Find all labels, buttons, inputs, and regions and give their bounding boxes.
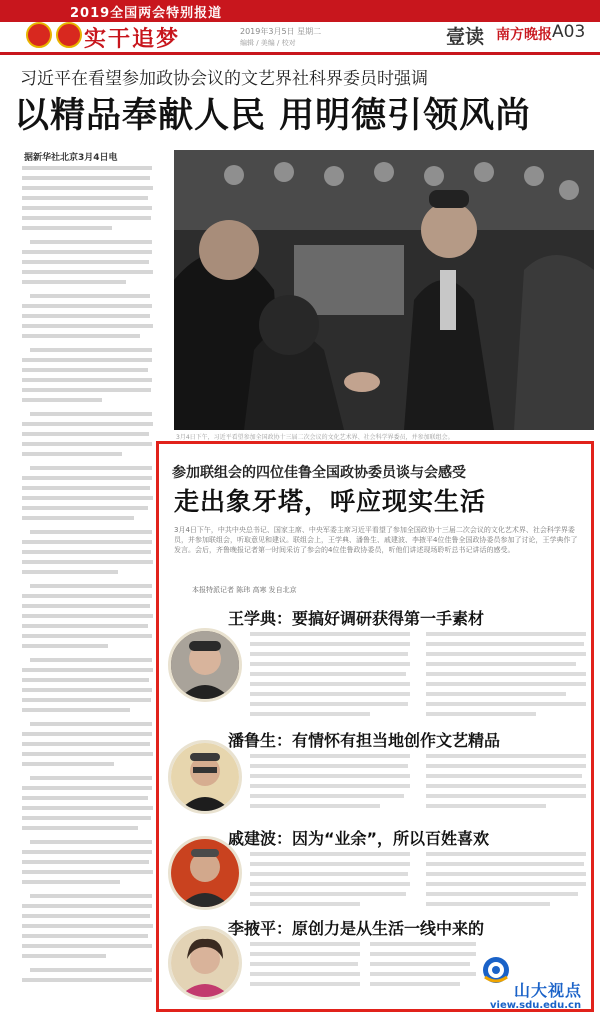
editor-credits: 编辑 / 美编 / 校对 — [240, 39, 296, 47]
news-photo — [174, 150, 594, 430]
person-heading-1: 王学典：要搞好调研获得第一手素材 — [228, 609, 485, 628]
sidebar-kicker: 参加联组会的四位佳鲁全国政协委员谈与会感受 — [172, 465, 466, 481]
person-text-lines — [250, 940, 476, 1000]
national-emblem-icon — [26, 22, 52, 48]
special-report-label: 2019全国两会特别报道 — [70, 6, 223, 21]
body-text-column — [22, 164, 154, 994]
article-byline: 据新华社北京3月4日电 — [24, 153, 118, 163]
watermark-logo-icon — [481, 955, 511, 985]
person-text-4 — [250, 940, 476, 1000]
newspaper-logo: 南方晚报 — [496, 27, 552, 43]
section-slogan: 实干追梦 — [84, 27, 181, 52]
avatar-portrait — [171, 631, 239, 699]
avatar — [168, 740, 242, 814]
person-text-lines — [250, 752, 586, 818]
body-text-lines — [22, 164, 154, 994]
avatar-portrait — [171, 929, 239, 997]
person-text-2 — [250, 752, 586, 818]
watermark-url: view.sdu.edu.cn — [490, 1000, 582, 1011]
person-heading-3: 戚建波：因为“业余”，所以百姓喜欢 — [228, 829, 490, 848]
sidebar-lead: 3月4日下午，中共中央总书记、国家主席、中央军委主席习近平看望了参加全国政协十三届二次会议的文化艺术界、社会科学界委员，并参加联组会，听取意见和建议。联组会上，王学典、潘鲁生、戚建波、李掖平4位佳鲁全国政协委员参加了讨论，王学典作了发言。会后，齐鲁晚报记者第一时间采访了参会的4位佳鲁政协委员，听他们讲述现场聆听总书记讲话的感受。 — [174, 526, 578, 554]
issue-date: 2019年3月5日 星期二 — [240, 27, 322, 36]
person-heading-4: 李掖平：原创力是从生活一线中来的 — [228, 919, 485, 938]
avatar — [168, 628, 242, 702]
avatar — [168, 836, 242, 910]
page-number: A03 — [552, 22, 586, 42]
article-headline: 以精品奉献人民 用明德引领风尚 — [14, 96, 532, 136]
cppcc-emblem-icon — [56, 22, 82, 48]
news-photo-illustration — [174, 150, 594, 430]
person-text-3 — [250, 850, 586, 916]
article-subtitle: 习近平在看望参加政协会议的文艺界社科界委员时强调 — [20, 69, 428, 89]
person-text-1 — [250, 630, 586, 726]
avatar — [168, 926, 242, 1000]
sidebar-byline: 本报特派记者 陈玮 高寒 发自北京 — [192, 586, 297, 594]
sidebar-title: 走出象牙塔，呼应现实生活 — [174, 487, 487, 516]
watermark-name: 山大视点 — [514, 981, 583, 1000]
person-heading-2: 潘鲁生：有情怀有担当地创作文艺精品 — [228, 731, 501, 750]
section-name: 壹读 — [446, 26, 485, 48]
photo-caption: 3月4日下午，习近平看望参加全国政协十三届二次会议的文化艺术界、社会科学界委员，并参加联组会。 — [176, 434, 454, 441]
avatar-portrait — [171, 743, 239, 811]
person-text-lines — [250, 850, 586, 916]
avatar-portrait — [171, 839, 239, 907]
person-text-lines — [250, 630, 586, 726]
